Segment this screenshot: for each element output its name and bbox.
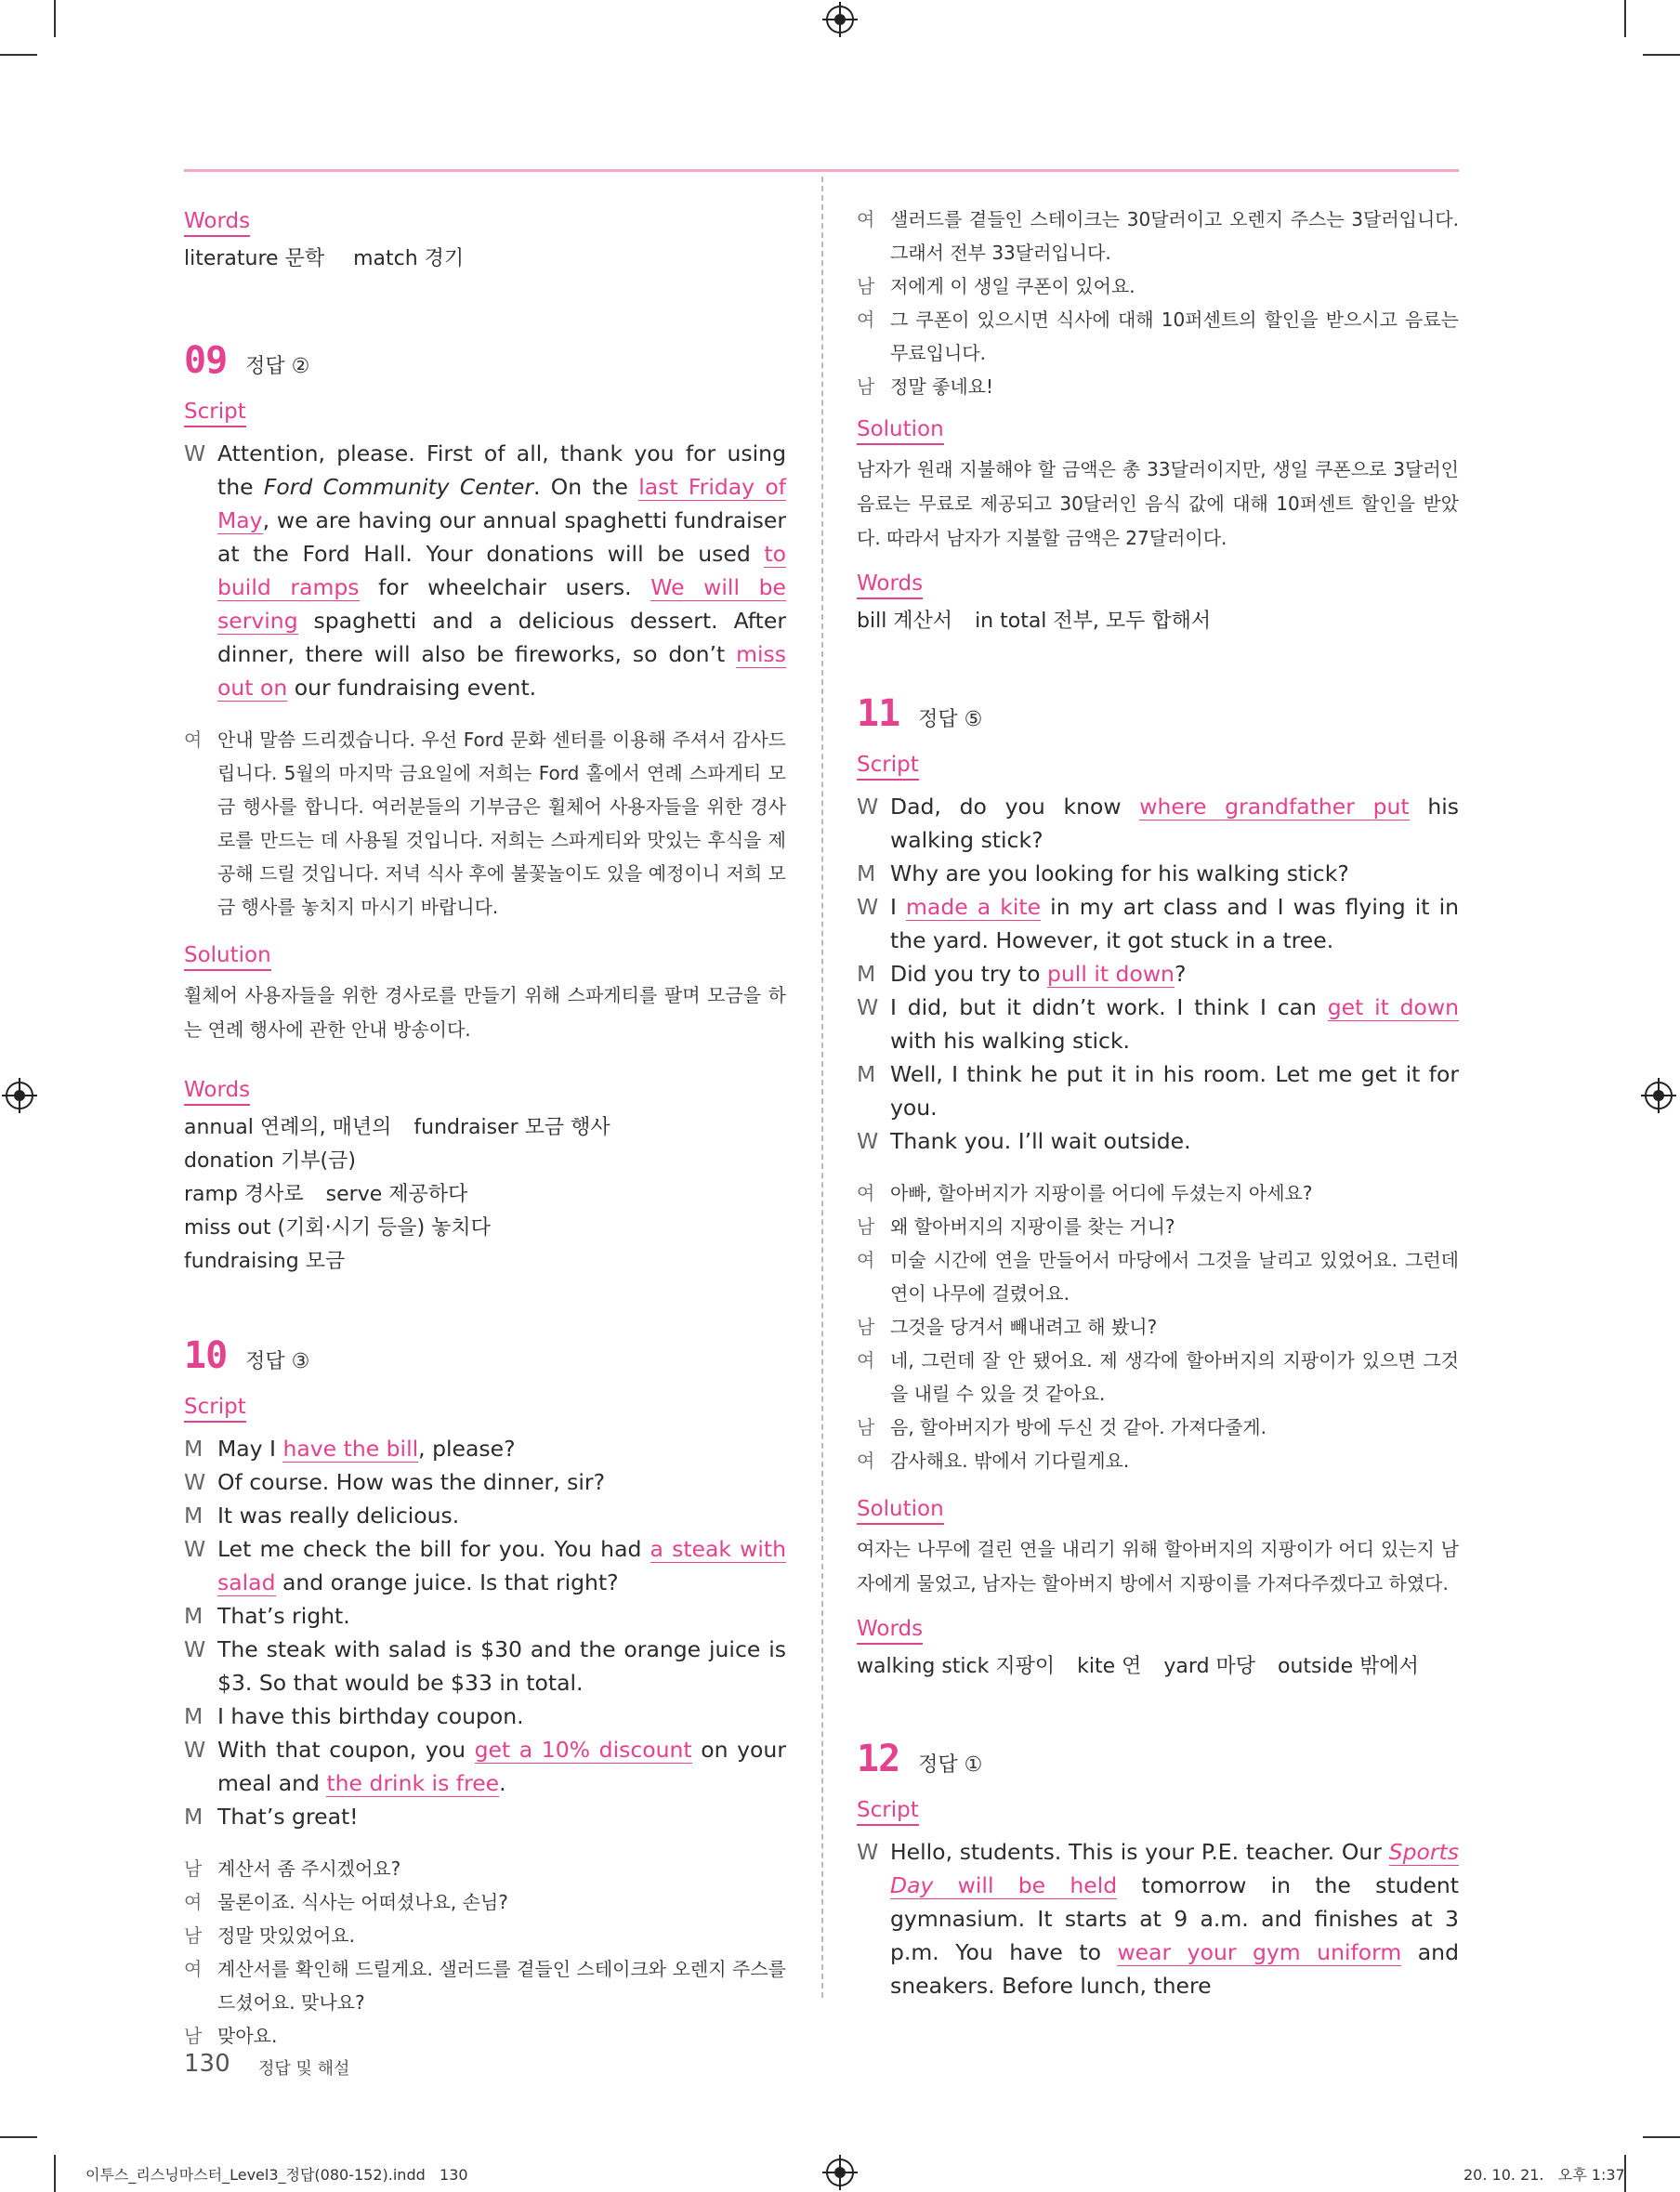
registration-mark-icon [6,1082,33,1109]
question-number: 10 [184,1334,228,1377]
translation: 여 아빠, 할아버지가 지팡이를 어디에 두셨는지 아세요? 남 왜 할아버지의 지팡이를 찾는 거니? 여 미술 시간에 연을 만들어서 마당에서 그것을 날리고 있었어요. 그런데 연이 나무에 걸렸어요. 남 그것을 당겨서 빼내려고 해 봤니? 여 네, 그런데 잘 안 됐어요. 제 생각에 할아버지의 지팡이가 있으면 그것을 내릴 수 있을 것 같아요. 남 음, 할아버지가 방에 두신 것 같아. 가져다줄게. 여 감사해요. 밖에서 기다릴게요. [857,1182,1459,1472]
answer-blank: miss out on [217,641,786,701]
words-section [857,1616,1459,1684]
script-label: Script [184,399,246,427]
crop-mark [1624,0,1626,37]
crop-mark [54,0,56,37]
words-section [857,571,1459,638]
crop-mark [1643,2136,1680,2138]
script-text: Attention, please. First of all, thank you for using the Ford Community Center. On the last Friday of May, we are having our annual spaghetti fundraiser at the Ford Hall. Your donations will be used to build ramps for wheelchair users. We will be serving spaghetti and a delicious dessert. After dinner, there will also be fireworks, so don’t miss out on our fundraising event. [217,440,786,701]
question-number: 12 [857,1738,900,1780]
question-number: 11 [857,692,900,735]
solution-section [857,416,1459,556]
script-section [184,399,786,704]
answer-blank: to build ramps [217,541,786,600]
crop-mark [0,2136,37,2138]
header-rule [184,169,1459,172]
translation: 여 샐러드를 곁들인 스테이크는 30달러이고 오렌지 주스는 3달러입니다. 그래서 전부 33달러입니다. 남 저에게 이 생일 쿠폰이 있어요. 여 그 쿠폰이 있으시면 식사에 대해 10퍼센트의 할인을 받으시고 음료는 무료입니다. 남 정말 좋네요! [857,208,1459,398]
page-number: 130 [184,2050,230,2078]
words-label: Words [857,1616,923,1645]
right-column [857,203,1459,2002]
script-line [184,437,786,704]
word-item: match 경기 [353,247,465,270]
crop-mark [1643,54,1680,56]
slug-date: 20. 10. 21. 오후 1:37 [1463,2166,1625,2184]
solution-text: 남자가 원래 지불해야 할 금액은 총 33달러이지만, 생일 쿠폰으로 3달러인 음료는 무료로 제공되고 30달러인 음식 값에 대해 10퍼센트 할인을 받았다. 따라서 남자가 지불할 금액은 27달러이다. [857,458,1459,549]
translation-text: 안내 말씀 드리겠습니다. 우선 Ford 문화 센터를 이용해 주셔서 감사드립니다. 5월의 마지막 금요일에 저희는 Ford 홀에서 연례 스파게티 모금 행사를 합니다. 여러분들의 기부금은 휠체어 사용자들을 위한 경사로를 만드는 데 사용될 것입니다. 저희는 스파게티와 맛있는 후식을 제공해 드릴 것입니다. 저녁 식사 후에 불꽃놀이도 있을 예정이니 저희 모금 행사를 놓치지 마시기 바랍니다. [217,728,786,918]
words-label: Words [184,1077,250,1106]
section-title: 정답 및 해설 [258,2059,350,2079]
question-header [857,1738,1459,1780]
slug-filename: 이투스_리스닝마스터_Level3_정답(080-152).indd 130 [85,2166,468,2184]
script-section: Script W Hello, students. This is your P.E. teacher. Our Sports Day will be held tomorrow in the student gymnasium. It starts at 9 a.m. and finishes at 3 p.m. You have to wear your gym uniform and sneakers. Before lunch, there [857,1798,1459,1999]
registration-mark-icon [1645,1082,1673,1109]
question-header [184,339,786,382]
solution-label: Solution [857,1496,944,1525]
registration-mark-icon [826,2159,854,2186]
crop-mark [54,2155,56,2192]
solution-label: Solution [184,942,271,971]
left-column [184,177,786,2053]
answer-label: 정답 ② [245,355,310,378]
answer-label: 정답 ③ [245,1350,310,1373]
solution-text: 휠체어 사용자들을 위한 경사로를 만들기 위해 스파게티를 팔며 모금을 하는 연례 행사에 관한 안내 방송이다. [184,984,786,1041]
speaker: W [184,440,206,466]
script-section: Script W Dad, do you know where grandfather put his walking stick? M Why are you looking for his walking stick? W I made a kite in my art class and I was flying it in the yard. However, it got stuck in a tree. M Did you try to pull it down? W I did, but it didn’t work. I think I can get it down with his walking stick. M Well, I think he put it in his room. Let me get it for you. W Thank you. I’ll wait outside. [857,753,1460,1154]
answer-label: 정답 ⑤ [918,708,983,731]
script-label: Script [184,1394,246,1423]
answer-blank: We will be serving [217,574,786,634]
question-header [857,692,1459,735]
solution-section [184,942,786,1047]
crop-mark [0,54,37,56]
words-label: Words [857,571,923,599]
question-header [184,1334,786,1377]
word-item: literature 문학 [184,247,325,270]
question-number: 09 [184,339,228,382]
translation: 여 안내 말씀 드리겠습니다. 우선 Ford 문화 센터를 이용해 주셔서 감사드립니다. 5월의 마지막 금요일에 저희는 Ford 홀에서 연례 스파게티 모금 행사를 합니다. 여러분들의 기부금은 휠체어 사용자들을 위한 경사로를 만드는 데 사용될 것입니다. 저희는 스파게티와 맛있는 후식을 제공해 드릴 것입니다. 저녁 식사 후에 불꽃놀이도 있을 예정이니 저희 모금 행사를 놓치지 마시기 바랍니다. [184,723,786,924]
solution-section [857,1496,1459,1601]
words-list: annual 연례의, 매년의 fundraiser 모금 행사donation 기부(금) ramp 경사로 serve 제공하다miss out (기회·시기 등을) 놓치다 fundraising 모금 [184,1116,610,1273]
registration-mark-icon [826,6,854,33]
solution-text: 여자는 나무에 걸린 연을 내리기 위해 할아버지의 지팡이가 어디 있는지 남자에게 물었고, 남자는 할아버지 방에서 지팡이를 가져다주겠다고 하였다. [857,1538,1459,1595]
column-divider [821,177,823,1998]
solution-label: Solution [857,416,944,445]
words-section [184,1077,786,1279]
script-label: Script [857,1797,919,1826]
answer-label: 정답 ① [918,1753,983,1777]
answer-blank: last Friday of May [217,474,786,533]
words-section [184,208,786,276]
words-label: Words [184,208,250,237]
translation: 남 계산서 좀 주시겠어요? 여 물론이죠. 식사는 어떠셨나요, 손님? 남 정말 맛있었어요. 여 계산서를 확인해 드릴게요. 샐러드를 곁들인 스테이크와 오렌지 주스를 드셨어요. 맞나요? 남 맞아요. [184,1857,786,2047]
words-list: walking stick 지팡이 kite 연 yard 마당 outside 밖에서 [857,1655,1419,1678]
script-label: Script [857,752,919,781]
words-list: bill 계산서 in total 전부, 모두 합해서 [857,610,1212,633]
script-section: Script M May I have the bill, please? W Of course. How was the dinner, sir? M It was really delicious. W Let me check the bill for you. You had a steak with salad and orange juice. Is that right? M That’s right. W The steak with salad is $30 and the orange juice is $3. So that would be $33 in total. M I have this birthday coupon. W With that coupon, you get a 10% discount on your meal and the drink is free. M That’s great! [184,1395,786,1830]
words-list [184,243,786,276]
